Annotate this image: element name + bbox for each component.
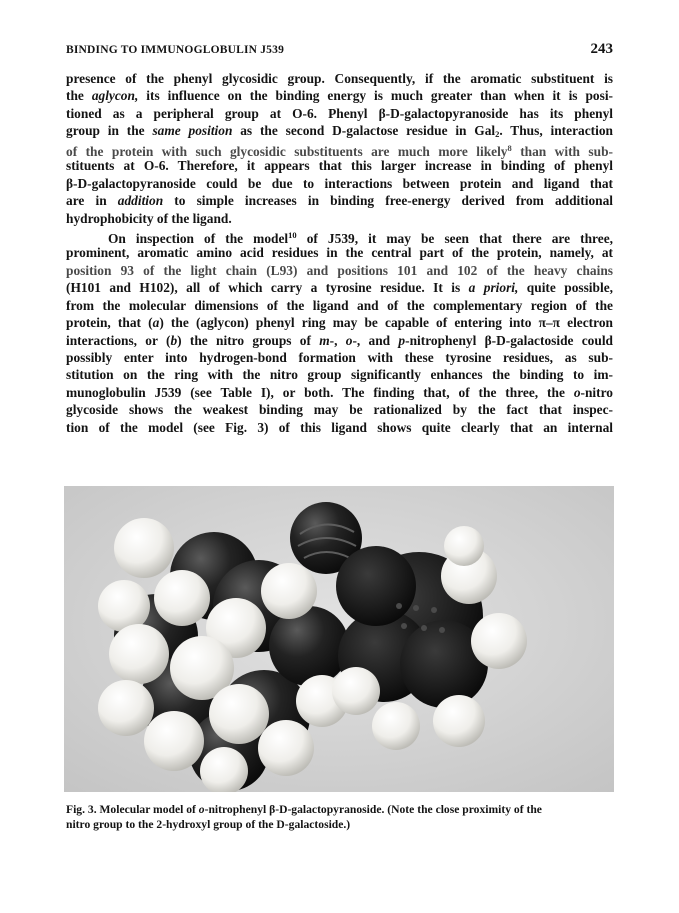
figure-caption [66, 803, 613, 832]
body-text: glycoside shows the weakest binding may be rationalized by the fact that inspec- [66, 402, 613, 418]
body-line [66, 70, 613, 87]
body-text: tioned as a peripheral group at O-6. Phenyl β-D-galactopyranoside has its phenyl [66, 105, 613, 121]
body-line [66, 105, 613, 122]
body-line [66, 297, 613, 314]
body-line [66, 262, 613, 279]
body-text: position 93 of the light chain (L93) and positions 101 and 102 of the heavy chains [66, 262, 613, 278]
caption-text: -nitrophenyl β-D-galactopyranoside. (Note the close proximity of the [204, 803, 542, 816]
body-text: stitution on the ring with the nitro group significantly enhances the binding to im- [66, 367, 613, 383]
body-text: addition [117, 193, 164, 209]
molecular-model-photo [64, 486, 614, 792]
body-line [66, 314, 613, 331]
body-text: hydrophobicity of the ligand. [66, 210, 232, 226]
body-text: ) the (aglycon) phenyl ring may be capable of entering into π–π electron [159, 315, 613, 331]
body-text: are in [66, 193, 118, 209]
page-header [66, 41, 613, 62]
body-text: its influence on the binding energy is much greater than when it is posi- [138, 88, 613, 104]
body-text: -, and [352, 332, 399, 348]
body-line [66, 349, 613, 366]
caption-line [66, 818, 613, 833]
body-line [66, 210, 613, 227]
body-line [66, 157, 613, 174]
body-line [66, 384, 613, 401]
body-text: 2 [495, 129, 500, 140]
body-line [66, 332, 613, 349]
body-text: p [398, 332, 406, 348]
body-text: b [170, 332, 178, 348]
body-text: o [345, 332, 353, 348]
body-line [66, 401, 613, 418]
body-text [66, 70, 613, 436]
body-text: protein, that ( [66, 315, 153, 331]
body-text: to simple increases in binding free-energy derived from additional [163, 193, 614, 209]
body-line [66, 279, 613, 296]
body-text: -nitrophenyl β-D-galactoside could [405, 332, 613, 348]
body-line [66, 192, 613, 209]
body-text: aglycon, [91, 88, 139, 104]
body-text: stituents at O-6. Therefore, it appears that this larger increase in binding of phenyl [66, 158, 613, 174]
body-line [66, 366, 613, 383]
body-text: 10 [288, 229, 297, 240]
body-text: o [573, 384, 581, 400]
body-text: . Thus, interaction [499, 123, 613, 139]
body-line [66, 419, 613, 436]
page-number: 243 [590, 41, 613, 57]
body-text: group in the [66, 123, 153, 139]
body-text: from the molecular dimensions of the ligand and of the complementary region of the [66, 297, 613, 313]
body-text: β-D-galactopyranoside could be due to interactions between protein and ligand that [66, 175, 613, 191]
body-line [66, 87, 613, 104]
body-text: tion of the model (see Fig. 3) of this ligand shows quite clearly that an internal [66, 419, 613, 435]
body-text: -, [329, 332, 346, 348]
body-text: ) the nitro groups of [177, 332, 320, 348]
body-text: of the protein with such glycosidic substituents are much more likely [66, 143, 508, 159]
body-text: interactions, or ( [66, 332, 171, 348]
body-line [66, 122, 613, 139]
caption-line [66, 803, 613, 818]
body-line [66, 227, 613, 244]
body-text: 8 [507, 142, 512, 153]
figure-3 [64, 486, 614, 792]
body-line [66, 244, 613, 261]
body-text: of J539, it may be seen that there are three, [296, 230, 613, 246]
running-head: BINDING TO IMMUNOGLOBULIN J539 [66, 44, 285, 56]
body-text: On inspection of the model [108, 230, 289, 246]
caption-text: Fig. 3. Molecular model of [66, 803, 199, 816]
body-text: quite possible, [518, 280, 613, 296]
body-text: the [66, 88, 92, 104]
body-text: than with sub- [511, 143, 613, 159]
body-line [66, 175, 613, 192]
body-text: munoglobulin J539 (see Table I), or both. The finding that, of the three, the [66, 384, 574, 400]
body-text: -nitro [580, 384, 613, 400]
body-text: a priori, [468, 280, 519, 296]
body-text: as the second D-galactose residue in Gal [232, 123, 496, 139]
caption-text: o [198, 803, 205, 816]
body-text: same position [152, 123, 233, 139]
body-text: (H101 and H102), all of which carry a tyrosine residue. It is [66, 280, 469, 296]
body-text: possibly enter into hydrogen-bond formation with these tyrosine residues, as sub- [66, 350, 613, 365]
body-line [66, 140, 613, 157]
body-text: a [152, 315, 160, 331]
body-text: prominent, aromatic amino acid residues in the central part of the protein, namely, at [66, 245, 613, 261]
caption-text: nitro group to the 2-hydroxyl group of the D-galactoside.) [66, 817, 351, 831]
body-text: m [319, 332, 330, 348]
body-text: presence of the phenyl glycosidic group. Consequently, if the aromatic substituent is [66, 71, 613, 86]
